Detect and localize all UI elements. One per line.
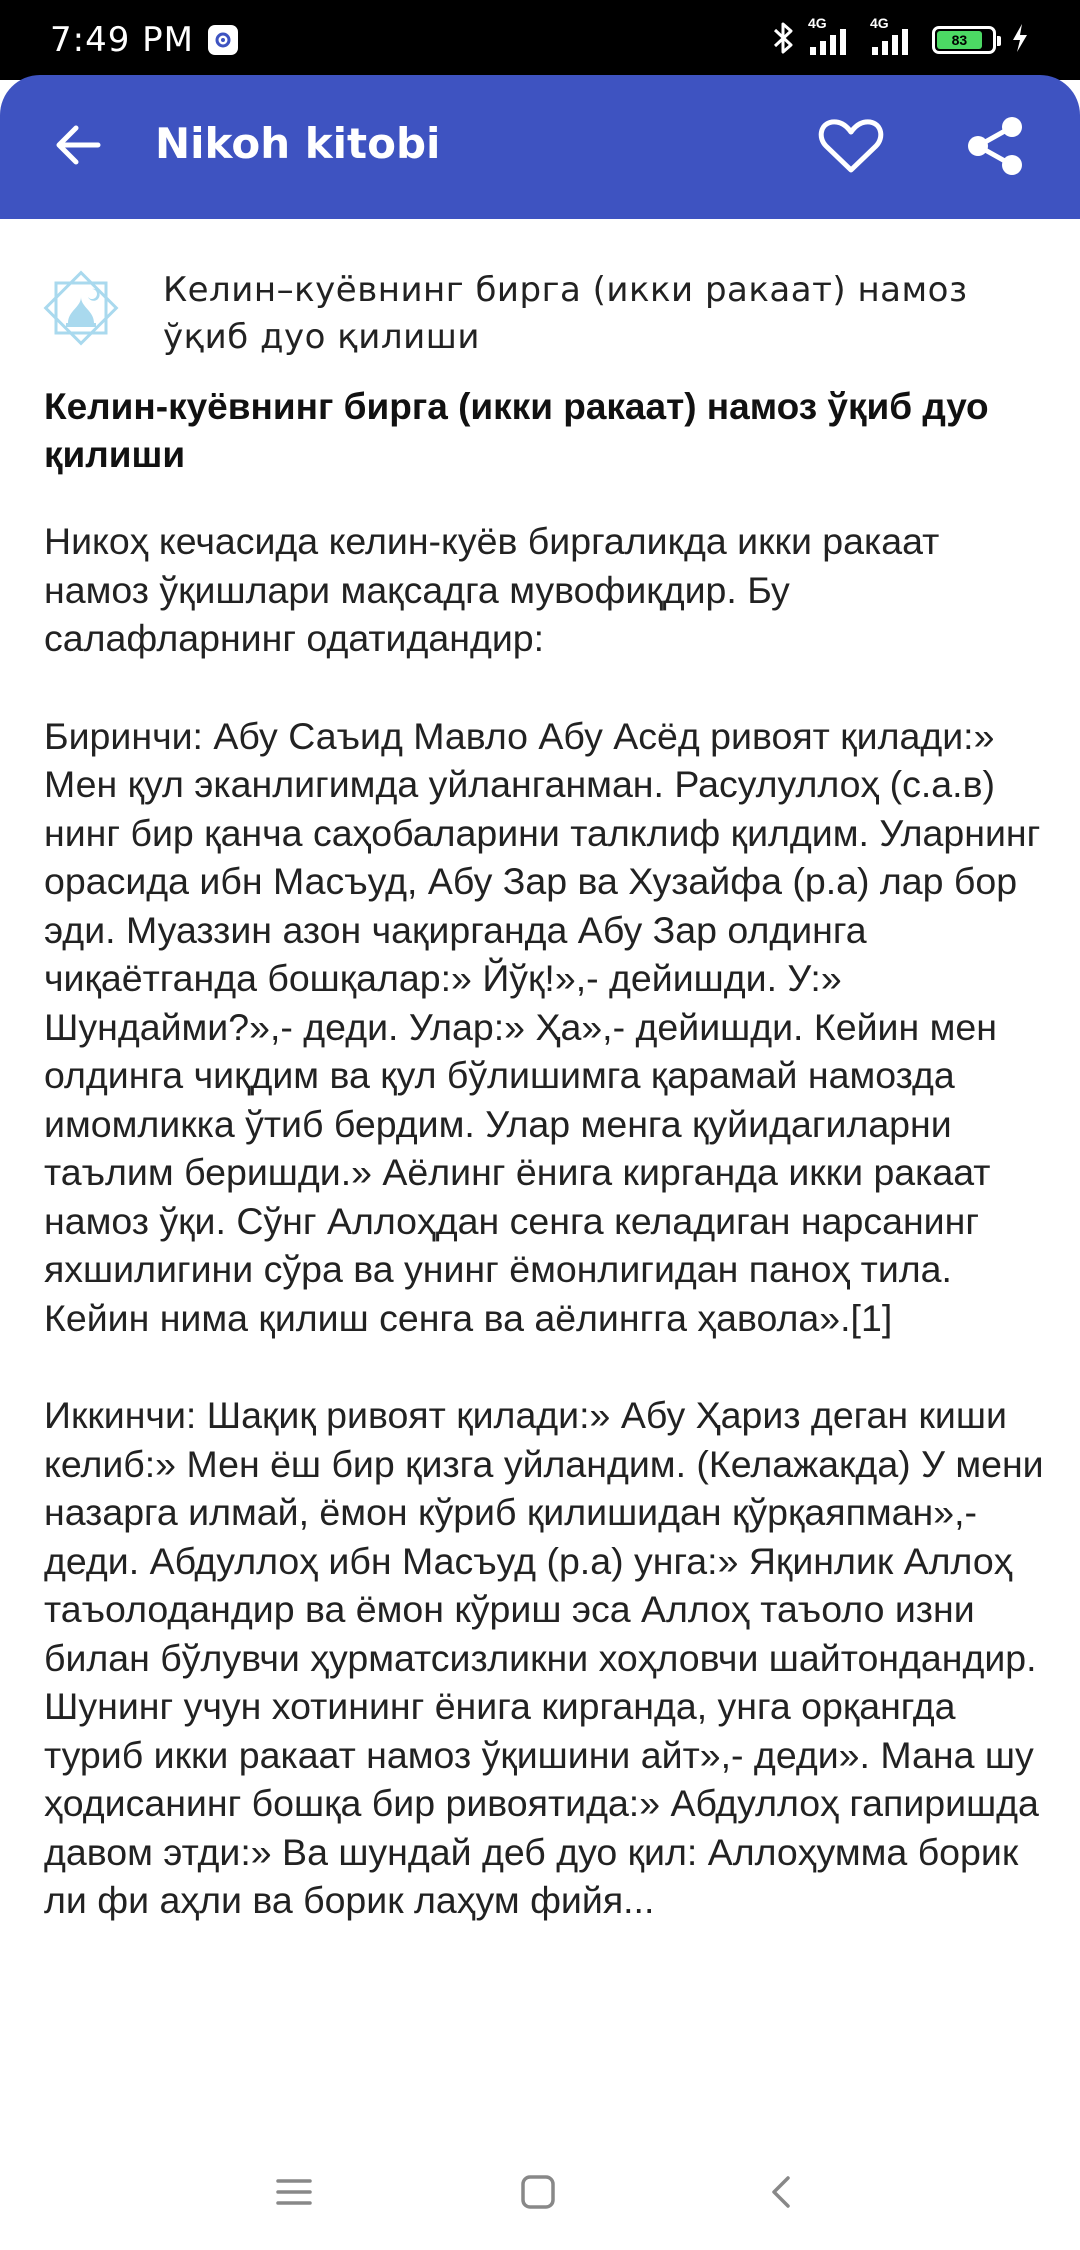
- square-icon: [518, 2172, 558, 2212]
- status-left: [50, 20, 238, 60]
- favorite-button[interactable]: [816, 111, 886, 181]
- article-heading: Келин-куёвнинг бирга (икки ракаат) намоз ўқиб дуо қилиши: [44, 386, 989, 475]
- network-1-label: 4G: [808, 15, 827, 31]
- share-icon: [960, 111, 1030, 181]
- system-nav-bar: [0, 2130, 1080, 2250]
- home-button[interactable]: [508, 2162, 568, 2222]
- app-bar: [0, 75, 1080, 219]
- article-body: [44, 517, 1044, 1974]
- app-title: Nikoh kitobi: [155, 119, 441, 168]
- status-right: [772, 15, 1030, 60]
- mosque-star-icon: [38, 265, 124, 351]
- status-time: 7:49 PM: [50, 20, 194, 60]
- bluetooth-icon: [772, 21, 794, 60]
- status-bar: [0, 0, 1080, 80]
- share-button[interactable]: [960, 111, 1030, 181]
- paragraph: Иккинчи: Шақиқ ривоят қилади:» Абу Ҳариз деган киши келиб:» Мен ёш бир қизга уйландим. (Келажакда) У мени назарга илмай, ёмон кўриб қилишидан қўрқаяпман»,- деди. Абдуллоҳ ибн Масъуд (р.а) унга:» Яқинлик Аллоҳ таъолодандир ва ёмон кўриш эса Аллоҳ таъоло изни билан бўлувчи ҳурматсизликни хоҳловчи шайтондандир. Шунинг учун хотининг ёнига кирганда, унга орқангда туриб икки ракаат намоз ўқишини айт»,- деди». Мана шу ҳодисанинг бошқа бир ривоятида:» Абдуллоҳ гапиришда давом этди:» Ва шундай деб дуо қил: Аллоҳумма борик ли фи аҳли ва борик лаҳум фийя...: [44, 1394, 1044, 1921]
- back-button[interactable]: [50, 117, 106, 173]
- menu-icon: [274, 2175, 314, 2209]
- chapter-title: Келин–куёвнинг бирга (икки ракаат) намоз ўқиб дуо қилиши: [163, 270, 968, 357]
- heart-icon: [816, 111, 886, 181]
- app-notification-icon: [208, 25, 238, 55]
- recent-apps-button[interactable]: [264, 2162, 324, 2222]
- paragraph: Никоҳ кечасида келин-куёв биргаликда икки ракаат намоз ўқишлари мақсадга мувофиқдир. Бу салафларнинг одатидандир:: [44, 520, 940, 659]
- chevron-left-icon: [762, 2172, 802, 2212]
- charging-icon: [1010, 23, 1030, 58]
- back-nav-button[interactable]: [752, 2162, 812, 2222]
- battery-icon: [932, 26, 996, 54]
- network-2-label: 4G: [870, 15, 889, 31]
- battery-level: 83: [937, 31, 982, 49]
- chapter-header: [38, 257, 1038, 367]
- arrow-left-icon: [50, 117, 106, 173]
- article-content[interactable]: [0, 219, 1080, 2129]
- paragraph: Биринчи: Абу Саъид Мавло Абу Асёд ривоят қилади:» Мен қул эканлигимда уйланганман. Расулуллоҳ (с.а.в) нинг бир қанча саҳобаларини талклиф қилдим. Уларнинг орасида ибн Масъуд, Абу Зар ва Хузайфа (р.а) лар бор эди. Муаззин азон чақирганда Абу Зар олдинга чиқаётганда бошқалар:» Йўқ!»,- дейишди. У:» Шундайми?»,- деди. Улар:» Ҳа»,- дейишди. Кейин мен олдинга чиқдим ва қул бўлишимга қарамай намозда имомликка ўтиб бердим. Улар менга қуйидагиларни таълим беришди.» Аёлинг ёнига кирганда икки ракаат намоз ўқи. Сўнг Аллоҳдан сенга келадиган нарсанинг яхшилигини сўра ва унинг ёмонлигидан паноҳ тила. Кейин нима қилиш сенга ва аёлингга ҳавола».[1]: [44, 714, 1041, 1339]
- signal-1-icon: [808, 15, 856, 55]
- signal-2-icon: [870, 15, 918, 55]
